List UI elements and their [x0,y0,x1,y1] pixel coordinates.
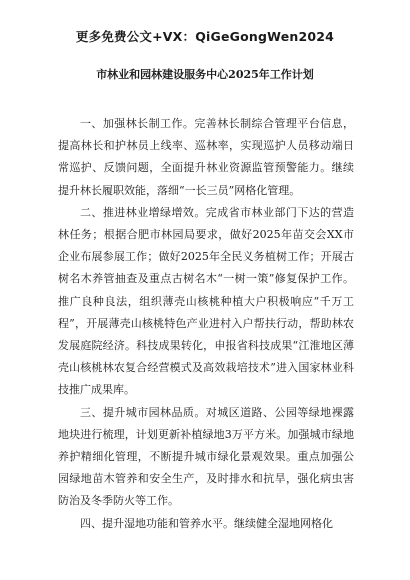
document-body [58,113,354,535]
promo-header: 更多免费公文+VX：QiGeGongWen2024 [75,29,335,44]
paragraph-forest-chief: 一、加强林长制工作。完善林长制综合管理平台信息，提高林长和护林员上线率、巡林率，实现巡护人员移动端日常巡护、反馈问题，全面提升林业资源监管预警能力。继续提升林长履职效能，落细“一长三员”网格化管理。 [58,117,354,197]
paragraph-wetland: 四、提升湿地功能和管养水平。继续健全湿地网格化 [80,516,333,530]
document-title: 市林业和园林建设服务中心2025年工作计划 [96,68,314,81]
paragraph-forestry-greening: 二、推进林业增绿增效。完成省市林业部门下达的营造林任务；根据合肥市林园局要求，做好2025年苗交会XX市企业布展参展工作；做好2025年全民义务植树工作；开展古树名木养管抽查及重点古树名木“一树一策”修复保护工作。推广良种良法，组织薄壳山核桃种植大户积极响应“千万工程”，开展薄壳山核桃特色产业进村入户帮扶行动，帮助林农发展庭院经济。科技成果转化，申报省科技成果“江淮地区薄壳山核桃林农复合经营模式及高效栽培技术”进入国家林业科技推广成果库。 [58,205,354,397]
paragraph-urban-landscape: 三、提升城市园林品质。对城区道路、公园等绿地裸露地块进行梳理，计划更新补植绿地3万平方米。加强城市绿地养护精细化管理，不断提升城市绿化景观效果。重点加强公园绿地苗木管养和安全生产，及时排水和抗旱，强化病虫害防治及冬季防火等工作。 [58,405,354,508]
